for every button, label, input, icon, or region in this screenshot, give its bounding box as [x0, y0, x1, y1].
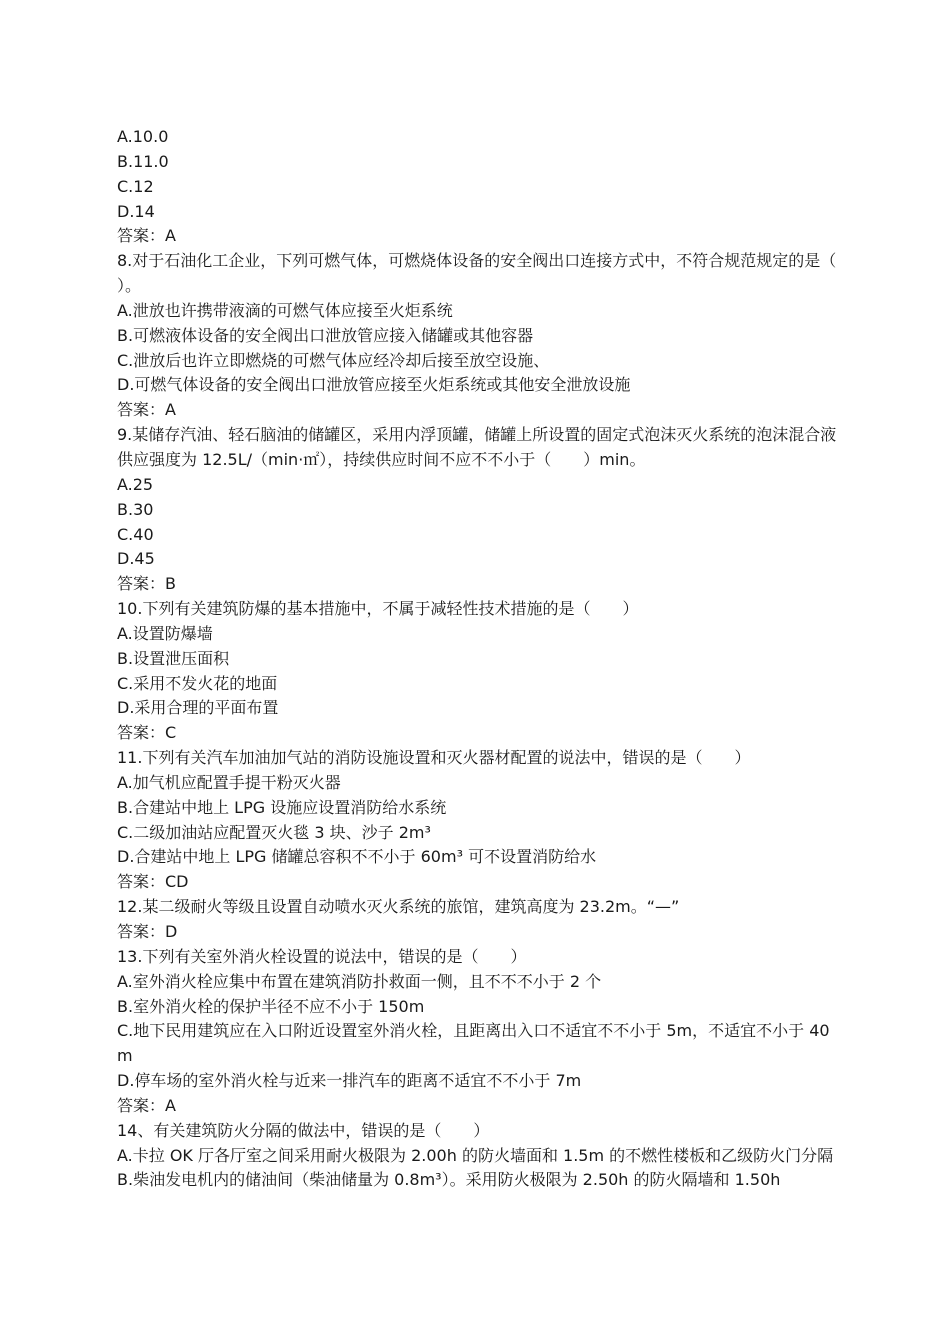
answer-line: 答案：CD — [117, 872, 189, 892]
option-c-line: C.泄放后也许立即燃烧的可燃气体应经冷却后接至放空设施、 — [117, 350, 550, 370]
option-a-line: A.泄放也许携带液滴的可燃气体应接至火炬系统 — [117, 300, 453, 320]
option-d-line: D.合建站中地上 LPG 储罐总容积不不小于 60m³ 可不设置消防给水 — [117, 847, 597, 867]
option-b-line: B.设置泄压面积 — [117, 648, 230, 668]
option-a-line: A.室外消火栓应集中布置在建筑消防扑救面一侧，且不不不小于 2 个 — [117, 971, 602, 991]
question-13: 13.下列有关室外消火栓设置的说法中，错误的是（ ） — [117, 946, 527, 966]
answer-line: 答案：A — [117, 400, 176, 420]
option-b-line: B.室外消火栓的保护半径不应不小于 150m — [117, 996, 425, 1016]
option-a-line: A.设置防爆墙 — [117, 623, 213, 643]
answer-line: 答案：D — [117, 922, 178, 941]
option-b-line: B.合建站中地上 LPG 设施应设置消防给水系统 — [117, 797, 447, 817]
option-c-line: C.二级加油站应配置灭火毯 3 块、沙子 2m³ — [117, 822, 431, 842]
answer-line: 答案：A — [117, 226, 176, 246]
option-c-line: C.地下民用建筑应在入口附近设置室外消火栓，且距离出入口不适宜不不小于 5m，不适宜不小于 40m — [117, 1021, 830, 1066]
option-a-line: A.卡拉 OK 厅各厅室之间采用耐火极限为 2.00h 的防火墙面和 1.5m 的不燃性楼板和乙级防火门分隔 — [117, 1145, 834, 1165]
option-a-line: A.10.0 — [117, 127, 169, 146]
question-11: 11.下列有关汽车加油加气站的消防设施设置和灭火器材配置的说法中，错误的是（ ） — [117, 748, 751, 768]
option-c-line: C.采用不发火花的地面 — [117, 673, 278, 693]
option-b-line: B.可燃液体设备的安全阀出口泄放管应接入储罐或其他容器 — [117, 325, 534, 345]
answer-line: 答案：B — [117, 574, 176, 594]
option-b-line: B.30 — [117, 499, 154, 519]
option-d-line: D.停车场的室外消火栓与近来一排汽车的距离不适宜不不小于 7m — [117, 1071, 582, 1091]
option-d-line: D.45 — [117, 549, 155, 569]
option-d-line: D.14 — [117, 201, 155, 221]
option-b-line: B.11.0 — [117, 151, 169, 171]
option-a-line: A.加气机应配置手提干粉灭火器 — [117, 772, 341, 792]
option-d-line: D.可燃气体设备的安全阀出口泄放管应接至火炬系统或其他安全泄放设施 — [117, 375, 631, 395]
option-d-line: D.采用合理的平面布置 — [117, 698, 279, 718]
question-14: 14、有关建筑防火分隔的做法中，错误的是（ ） — [117, 1120, 490, 1140]
document-page — [117, 125, 869, 1193]
option-b-line: B.柴油发电机内的储油间（柴油储量为 0.8m³）。采用防火极限为 2.50h 的防火隔墙和 1.50h — [117, 1170, 781, 1190]
answer-line: 答案：C — [117, 723, 177, 743]
answer-line: 答案：A — [117, 1095, 176, 1115]
question-9: 9.某储存汽油、轻石脑油的储罐区，采用内浮顶罐，储罐上所设置的固定式泡沫灭火系统的泡沫混合液供应强度为 12.5L/（min·㎡），持续供应时间不应不不小于（ ）min。 — [117, 425, 837, 469]
question-12: 12.某二级耐火等级且设置自动喷水灭火系统的旅馆，建筑高度为 23.2m。“—” — [117, 897, 680, 917]
question-10: 10.下列有关建筑防爆的基本措施中，不属于减轻性技术措施的是（ ） — [117, 599, 639, 619]
option-c-line: C.12 — [117, 176, 154, 196]
question-8: 8.对于石油化工企业，下列可燃气体，可燃烧体设备的安全阀出口连接方式中，不符合规范规定的是（ ）。 — [117, 251, 869, 296]
option-c-line: C.40 — [117, 524, 154, 544]
option-a-line: A.25 — [117, 474, 154, 494]
